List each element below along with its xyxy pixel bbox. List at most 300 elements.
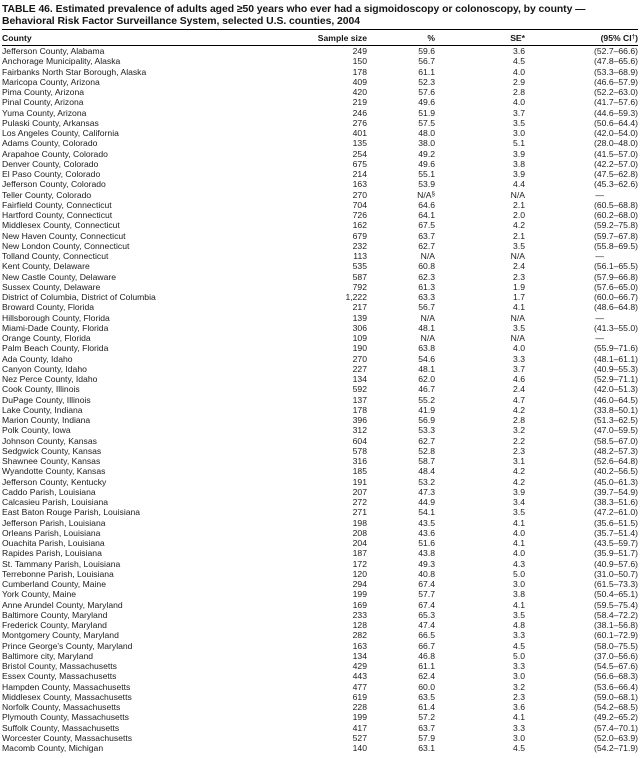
sample-size-cell: 294 bbox=[352, 579, 367, 590]
table-row bbox=[2, 200, 638, 210]
percent-cell: 43.8 bbox=[418, 548, 435, 559]
sample-size-cell: 134 bbox=[352, 374, 367, 385]
sample-size-cell: 396 bbox=[352, 415, 367, 426]
ci-cell: — bbox=[595, 251, 604, 262]
se-cell: N/A bbox=[510, 251, 525, 262]
table-row bbox=[2, 97, 638, 107]
sample-size-cell: 163 bbox=[352, 179, 367, 190]
county-cell: Kent County, Delaware bbox=[2, 261, 90, 272]
se-cell: 5.0 bbox=[513, 568, 525, 579]
sample-size-cell: 169 bbox=[352, 599, 367, 610]
percent-cell: 63.3 bbox=[418, 292, 435, 303]
table-row bbox=[2, 712, 638, 722]
table-row bbox=[2, 518, 638, 528]
se-cell: 4.5 bbox=[513, 640, 525, 651]
se-cell: 4.0 bbox=[513, 527, 525, 538]
table-title: TABLE 46. Estimated prevalence of adults aged ≥50 years who ever had a sigmoidoscopy or colonoscopy, by county — Behavioral Risk Factor Surveillance System, selected U.S. counties, 2004 bbox=[2, 4, 586, 27]
se-cell: 2.9 bbox=[513, 76, 525, 87]
table-row bbox=[2, 466, 638, 476]
sample-size-cell: 587 bbox=[352, 271, 367, 282]
sample-size-cell: 204 bbox=[352, 538, 367, 549]
se-cell: 3.5 bbox=[513, 322, 525, 333]
table-row bbox=[2, 108, 638, 118]
ci-cell: (57.6–65.0) bbox=[594, 281, 638, 292]
table-row bbox=[2, 118, 638, 128]
se-cell: 3.3 bbox=[513, 353, 525, 364]
sample-size-cell: 679 bbox=[352, 230, 367, 241]
percent-cell: 56.7 bbox=[418, 302, 435, 313]
ci-cell: (52.6–64.8) bbox=[594, 456, 638, 467]
sample-size-cell: 270 bbox=[352, 353, 367, 364]
ci-cell: (42.0–51.3) bbox=[594, 384, 638, 395]
table-row bbox=[2, 589, 638, 599]
table-row bbox=[2, 743, 638, 753]
sample-size-cell: 401 bbox=[352, 128, 367, 139]
se-cell: 4.1 bbox=[513, 517, 525, 528]
se-cell: 4.0 bbox=[513, 343, 525, 354]
se-cell: 4.1 bbox=[513, 538, 525, 549]
table-row bbox=[2, 190, 638, 200]
percent-cell: 51.6 bbox=[418, 538, 435, 549]
se-cell: 4.8 bbox=[513, 620, 525, 631]
county-cell: Polk County, Iowa bbox=[2, 425, 71, 436]
table-row bbox=[2, 46, 638, 57]
county-cell: Frederick County, Maryland bbox=[2, 620, 107, 631]
header-row bbox=[2, 30, 638, 46]
county-cell: Adams County, Colorado bbox=[2, 138, 98, 149]
se-cell: 3.7 bbox=[513, 363, 525, 374]
percent-cell: 48.1 bbox=[418, 322, 435, 333]
ci-cell: (39.7–54.9) bbox=[594, 486, 638, 497]
table-row bbox=[2, 354, 638, 364]
sample-size-cell: 254 bbox=[352, 148, 367, 159]
se-cell: N/A bbox=[510, 189, 525, 200]
table-row bbox=[2, 569, 638, 579]
table-row bbox=[2, 261, 638, 271]
ci-cell: (60.1–72.9) bbox=[594, 630, 638, 641]
se-cell: 3.5 bbox=[513, 240, 525, 251]
ci-cell: (59.0–68.1) bbox=[594, 691, 638, 702]
table-row bbox=[2, 487, 638, 497]
ci-cell: (47.2–61.0) bbox=[594, 507, 638, 518]
county-cell: Orleans Parish, Louisiana bbox=[2, 527, 101, 538]
percent-cell: 56.7 bbox=[418, 56, 435, 67]
percent-cell: 63.7 bbox=[418, 230, 435, 241]
ci-cell: (56.1–65.5) bbox=[594, 261, 638, 272]
county-cell: Sussex County, Delaware bbox=[2, 281, 101, 292]
ci-cell: (50.6–64.4) bbox=[594, 117, 638, 128]
county-cell: Marion County, Indiana bbox=[2, 415, 91, 426]
se-cell: N/A bbox=[510, 312, 525, 323]
table-row bbox=[2, 456, 638, 466]
ci-cell: (42.0–54.0) bbox=[594, 128, 638, 139]
ci-cell: (59.7–67.8) bbox=[594, 230, 638, 241]
sample-size-cell: 592 bbox=[352, 384, 367, 395]
ci-cell: (35.6–51.5) bbox=[594, 517, 638, 528]
table-row bbox=[2, 292, 638, 302]
county-cell: New Haven County, Connecticut bbox=[2, 230, 126, 241]
ci-cell: (45.0–61.3) bbox=[594, 476, 638, 487]
table-row bbox=[2, 682, 638, 692]
percent-cell: 38.0 bbox=[418, 138, 435, 149]
ci-cell: — bbox=[595, 189, 604, 200]
ci-cell: (35.9–51.7) bbox=[594, 548, 638, 559]
ci-cell: (49.2–65.2) bbox=[594, 712, 638, 723]
sample-size-cell: 443 bbox=[352, 671, 367, 682]
sample-size-cell: 726 bbox=[352, 210, 367, 221]
county-cell: Nez Perce County, Idaho bbox=[2, 374, 98, 385]
ci-cell: (41.3–55.0) bbox=[594, 322, 638, 333]
table-row bbox=[2, 128, 638, 138]
county-cell: Suffolk County, Massachusetts bbox=[2, 722, 120, 733]
ci-cell: (53.3–68.9) bbox=[594, 66, 638, 77]
ci-cell: (41.5–57.0) bbox=[594, 148, 638, 159]
percent-cell: 66.5 bbox=[418, 630, 435, 641]
se-cell: 5.1 bbox=[513, 138, 525, 149]
county-cell: New Castle County, Delaware bbox=[2, 271, 116, 282]
ci-cell: (44.6–59.3) bbox=[594, 107, 638, 118]
se-cell: 3.1 bbox=[513, 456, 525, 467]
county-cell: Yuma County, Arizona bbox=[2, 107, 87, 118]
table-row bbox=[2, 661, 638, 671]
ci-cell: (47.5–62.8) bbox=[594, 169, 638, 180]
ci-cell: (51.3–62.5) bbox=[594, 415, 638, 426]
sample-size-cell: 120 bbox=[352, 568, 367, 579]
se-cell: 3.3 bbox=[513, 661, 525, 672]
table-row bbox=[2, 282, 638, 292]
ci-cell: (54.2–71.9) bbox=[594, 743, 638, 754]
sample-size-cell: 217 bbox=[352, 302, 367, 313]
sample-size-cell: 190 bbox=[352, 343, 367, 354]
county-cell: Montgomery County, Maryland bbox=[2, 630, 119, 641]
table-row bbox=[2, 220, 638, 230]
county-cell: Canyon County, Idaho bbox=[2, 363, 87, 374]
ci-cell: (45.3–62.6) bbox=[594, 179, 638, 190]
sample-size-cell: 113 bbox=[353, 251, 367, 262]
county-cell: Baltimore County, Maryland bbox=[2, 609, 108, 620]
se-cell: 2.1 bbox=[513, 199, 525, 210]
percent-cell: 63.1 bbox=[418, 743, 435, 754]
percent-cell: 61.1 bbox=[418, 661, 435, 672]
se-cell: 3.2 bbox=[513, 681, 525, 692]
percent-cell: N/A bbox=[420, 312, 435, 323]
prevalence-table bbox=[2, 29, 638, 753]
percent-cell: 61.4 bbox=[418, 702, 435, 713]
ci-cell: (55.9–71.6) bbox=[594, 343, 638, 354]
se-cell: 1.7 bbox=[513, 292, 525, 303]
percent-cell: 55.1 bbox=[418, 169, 435, 180]
county-cell: Middlesex County, Connecticut bbox=[2, 220, 120, 231]
se-cell: 4.6 bbox=[513, 374, 525, 385]
sample-size-cell: 135 bbox=[352, 138, 367, 149]
percent-cell: 62.4 bbox=[418, 671, 435, 682]
percent-cell: 62.7 bbox=[418, 240, 435, 251]
percent-cell: 48.4 bbox=[418, 466, 435, 477]
ci-cell: (59.5–75.4) bbox=[594, 599, 638, 610]
sample-size-cell: 139 bbox=[352, 312, 367, 323]
ci-cell: (38.3–51.6) bbox=[594, 497, 638, 508]
percent-cell: 67.4 bbox=[418, 599, 435, 610]
county-cell: Tolland County, Connecticut bbox=[2, 251, 109, 262]
table-row bbox=[2, 333, 638, 343]
sample-size-cell: 527 bbox=[352, 732, 367, 743]
se-cell: 3.8 bbox=[513, 158, 525, 169]
county-cell: Rapides Parish, Louisiana bbox=[2, 548, 102, 559]
county-cell: Los Angeles County, California bbox=[2, 128, 119, 139]
table-row bbox=[2, 477, 638, 487]
table-row bbox=[2, 446, 638, 456]
table-row bbox=[2, 641, 638, 651]
sample-size-cell: 578 bbox=[352, 445, 367, 456]
county-cell: East Baton Rouge Parish, Louisiana bbox=[2, 507, 141, 518]
sample-size-cell: 207 bbox=[352, 486, 367, 497]
sample-size-cell: 316 bbox=[352, 456, 367, 467]
sample-size-cell: 792 bbox=[352, 281, 367, 292]
county-cell: Hartford County, Connecticut bbox=[2, 210, 113, 221]
sample-size-cell: 272 bbox=[352, 497, 367, 508]
ci-cell: (59.2–75.8) bbox=[594, 220, 638, 231]
table-row bbox=[2, 651, 638, 661]
table-row bbox=[2, 231, 638, 241]
se-cell: 4.1 bbox=[513, 599, 525, 610]
ci-cell: (52.2–63.0) bbox=[594, 87, 638, 98]
sample-size-cell: 306 bbox=[352, 322, 367, 333]
ci-cell: — bbox=[595, 312, 604, 323]
sample-size-cell: 409 bbox=[352, 76, 367, 87]
county-cell: Baltimore city, Maryland bbox=[2, 650, 94, 661]
se-cell: 3.6 bbox=[513, 46, 525, 57]
percent-cell: N/A bbox=[420, 251, 435, 262]
ci-cell: (57.9–66.8) bbox=[594, 271, 638, 282]
county-cell: Shawnee County, Kansas bbox=[2, 456, 101, 467]
sample-size-cell: 187 bbox=[352, 548, 367, 559]
table-row bbox=[2, 507, 638, 517]
percent-cell: 57.5 bbox=[418, 117, 435, 128]
county-cell: New London County, Connecticut bbox=[2, 240, 130, 251]
sample-size-cell: 276 bbox=[352, 117, 367, 128]
county-cell: Johnson County, Kansas bbox=[2, 435, 97, 446]
county-cell: Norfolk County, Massachusetts bbox=[2, 702, 121, 713]
sample-size-cell: 228 bbox=[352, 702, 367, 713]
ci-cell: (28.0–48.0) bbox=[594, 138, 638, 149]
ci-cell: (54.2–68.5) bbox=[594, 702, 638, 713]
sample-size-cell: 271 bbox=[352, 507, 367, 518]
county-cell: Ouachita Parish, Louisiana bbox=[2, 538, 105, 549]
county-cell: Wyandotte County, Kansas bbox=[2, 466, 106, 477]
ci-cell: (58.5–67.0) bbox=[594, 435, 638, 446]
table-row bbox=[2, 436, 638, 446]
percent-cell: 60.0 bbox=[418, 681, 435, 692]
column-header-ci: (95% CI†) bbox=[525, 30, 638, 46]
ci-cell: (50.4–65.1) bbox=[594, 589, 638, 600]
column-header-sample-size: Sample size bbox=[300, 30, 367, 46]
percent-cell: 58.7 bbox=[418, 456, 435, 467]
sample-size-cell: 214 bbox=[352, 169, 367, 180]
se-cell: 4.1 bbox=[513, 712, 525, 723]
county-cell: Palm Beach County, Florida bbox=[2, 343, 109, 354]
se-cell: 4.4 bbox=[513, 179, 525, 190]
county-cell: Jefferson Parish, Louisiana bbox=[2, 517, 106, 528]
percent-cell: 49.2 bbox=[418, 148, 435, 159]
percent-cell: 47.3 bbox=[418, 486, 435, 497]
table-row bbox=[2, 723, 638, 733]
table-row bbox=[2, 56, 638, 66]
se-cell: 3.9 bbox=[513, 486, 525, 497]
table-header bbox=[2, 30, 638, 46]
se-cell: 4.2 bbox=[513, 466, 525, 477]
se-cell: 3.5 bbox=[513, 117, 525, 128]
sample-size-cell: 675 bbox=[352, 158, 367, 169]
percent-cell: 63.8 bbox=[418, 343, 435, 354]
ci-cell: (60.2–68.0) bbox=[594, 210, 638, 221]
percent-cell: 46.7 bbox=[418, 384, 435, 395]
table-row bbox=[2, 692, 638, 702]
percent-cell: 54.6 bbox=[418, 353, 435, 364]
percent-cell: 48.0 bbox=[418, 128, 435, 139]
county-cell: Bristol County, Massachusetts bbox=[2, 661, 117, 672]
percent-cell: 57.2 bbox=[418, 712, 435, 723]
ci-cell: (54.5–67.6) bbox=[594, 661, 638, 672]
sample-size-cell: 178 bbox=[352, 66, 367, 77]
sample-size-cell: 162 bbox=[352, 220, 367, 231]
sample-size-cell: 417 bbox=[352, 722, 367, 733]
se-cell: 2.1 bbox=[513, 230, 525, 241]
se-cell: 4.0 bbox=[513, 548, 525, 559]
county-cell: Essex County, Massachusetts bbox=[2, 671, 117, 682]
column-header-se: SE* bbox=[435, 30, 525, 46]
ci-cell: (57.4–70.1) bbox=[594, 722, 638, 733]
table-row bbox=[2, 630, 638, 640]
sample-size-cell: 219 bbox=[352, 97, 367, 108]
table-row bbox=[2, 149, 638, 159]
ci-cell: (40.9–55.3) bbox=[594, 363, 638, 374]
percent-cell: 53.2 bbox=[418, 476, 435, 487]
county-cell: Miami-Dade County, Florida bbox=[2, 322, 109, 333]
se-cell: 5.0 bbox=[513, 650, 525, 661]
sample-size-cell: 128 bbox=[352, 620, 367, 631]
county-cell: Lake County, Indiana bbox=[2, 404, 83, 415]
table-body bbox=[2, 46, 638, 754]
ci-cell: (46.0–64.5) bbox=[594, 394, 638, 405]
sample-size-cell: 199 bbox=[352, 712, 367, 723]
percent-cell: 49.3 bbox=[418, 558, 435, 569]
sample-size-cell: 420 bbox=[352, 87, 367, 98]
table-row bbox=[2, 302, 638, 312]
percent-cell: N/A bbox=[420, 333, 435, 344]
county-cell: York County, Maine bbox=[2, 589, 77, 600]
sample-size-cell: 185 bbox=[352, 466, 367, 477]
sample-size-cell: 198 bbox=[352, 517, 367, 528]
ci-cell: (61.5–73.3) bbox=[594, 579, 638, 590]
table-row bbox=[2, 374, 638, 384]
se-cell: 3.8 bbox=[513, 589, 525, 600]
ci-cell: (41.7–57.6) bbox=[594, 97, 638, 108]
sample-size-cell: 233 bbox=[352, 609, 367, 620]
county-cell: St. Tammany Parish, Louisiana bbox=[2, 558, 121, 569]
ci-cell: (40.9–57.6) bbox=[594, 558, 638, 569]
se-cell: 3.7 bbox=[513, 107, 525, 118]
percent-cell: 62.7 bbox=[418, 435, 435, 446]
percent-cell: 47.4 bbox=[418, 620, 435, 631]
sample-size-cell: 249 bbox=[352, 46, 367, 57]
county-cell: Cumberland County, Maine bbox=[2, 579, 106, 590]
table-row bbox=[2, 528, 638, 538]
sample-size-cell: 191 bbox=[352, 476, 367, 487]
se-cell: 3.9 bbox=[513, 169, 525, 180]
se-cell: 3.0 bbox=[513, 671, 525, 682]
percent-cell: 59.6 bbox=[418, 46, 435, 57]
percent-cell: 48.1 bbox=[418, 363, 435, 374]
se-cell: 2.3 bbox=[513, 445, 525, 456]
column-header-percent: % bbox=[367, 30, 435, 46]
ci-cell: (52.7–66.6) bbox=[594, 46, 638, 57]
percent-cell: 63.5 bbox=[418, 691, 435, 702]
county-cell: Calcasieu Parish, Louisiana bbox=[2, 497, 109, 508]
percent-cell: 62.0 bbox=[418, 374, 435, 385]
se-cell: 4.5 bbox=[513, 743, 525, 754]
sample-size-cell: 232 bbox=[352, 240, 367, 251]
percent-cell: 62.3 bbox=[418, 271, 435, 282]
percent-cell: 67.4 bbox=[418, 579, 435, 590]
sample-size-cell: 137 bbox=[352, 394, 367, 405]
percent-cell: 44.9 bbox=[418, 497, 435, 508]
ci-cell: (47.0–59.5) bbox=[594, 425, 638, 436]
county-cell: Pima County, Arizona bbox=[2, 87, 84, 98]
table-row bbox=[2, 159, 638, 169]
sample-size-cell: 227 bbox=[352, 363, 367, 374]
table-row bbox=[2, 671, 638, 681]
percent-cell: 64.6 bbox=[418, 199, 435, 210]
percent-cell: 49.6 bbox=[418, 158, 435, 169]
table-row bbox=[2, 77, 638, 87]
se-cell: 2.8 bbox=[513, 415, 525, 426]
county-cell: Fairfield County, Connecticut bbox=[2, 199, 112, 210]
se-cell: 3.9 bbox=[513, 148, 525, 159]
ci-cell: (52.0–63.9) bbox=[594, 732, 638, 743]
se-cell: 2.0 bbox=[513, 210, 525, 221]
sample-size-cell: 109 bbox=[352, 333, 367, 344]
percent-cell: 57.9 bbox=[418, 732, 435, 743]
table-row bbox=[2, 179, 638, 189]
se-cell: 4.2 bbox=[513, 220, 525, 231]
ci-cell: (37.0–56.6) bbox=[594, 650, 638, 661]
county-cell: Terrebonne Parish, Louisiana bbox=[2, 568, 114, 579]
se-cell: N/A bbox=[510, 333, 525, 344]
county-cell: Anne Arundel County, Maryland bbox=[2, 599, 123, 610]
percent-cell: 52.3 bbox=[418, 76, 435, 87]
sample-size-cell: 199 bbox=[352, 589, 367, 600]
county-cell: Caddo Parish, Louisiana bbox=[2, 486, 96, 497]
se-cell: 3.5 bbox=[513, 609, 525, 620]
county-cell: Middlesex County, Massachusetts bbox=[2, 691, 132, 702]
sample-size-cell: 172 bbox=[352, 558, 367, 569]
percent-cell: 52.8 bbox=[418, 445, 435, 456]
percent-cell: 54.1 bbox=[418, 507, 435, 518]
percent-cell: 61.1 bbox=[418, 66, 435, 77]
county-cell: Denver County, Colorado bbox=[2, 158, 99, 169]
column-header-county: County bbox=[2, 30, 300, 46]
county-cell: Macomb County, Michigan bbox=[2, 743, 104, 754]
county-cell: Maricopa County, Arizona bbox=[2, 76, 100, 87]
percent-cell: 57.7 bbox=[418, 589, 435, 600]
county-cell: DuPage County, Illinois bbox=[2, 394, 91, 405]
ci-cell: (53.6–66.4) bbox=[594, 681, 638, 692]
table-row bbox=[2, 405, 638, 415]
county-cell: Worcester County, Massachusetts bbox=[2, 732, 133, 743]
table-row bbox=[2, 579, 638, 589]
sample-size-cell: 477 bbox=[352, 681, 367, 692]
percent-cell: 60.8 bbox=[418, 261, 435, 272]
